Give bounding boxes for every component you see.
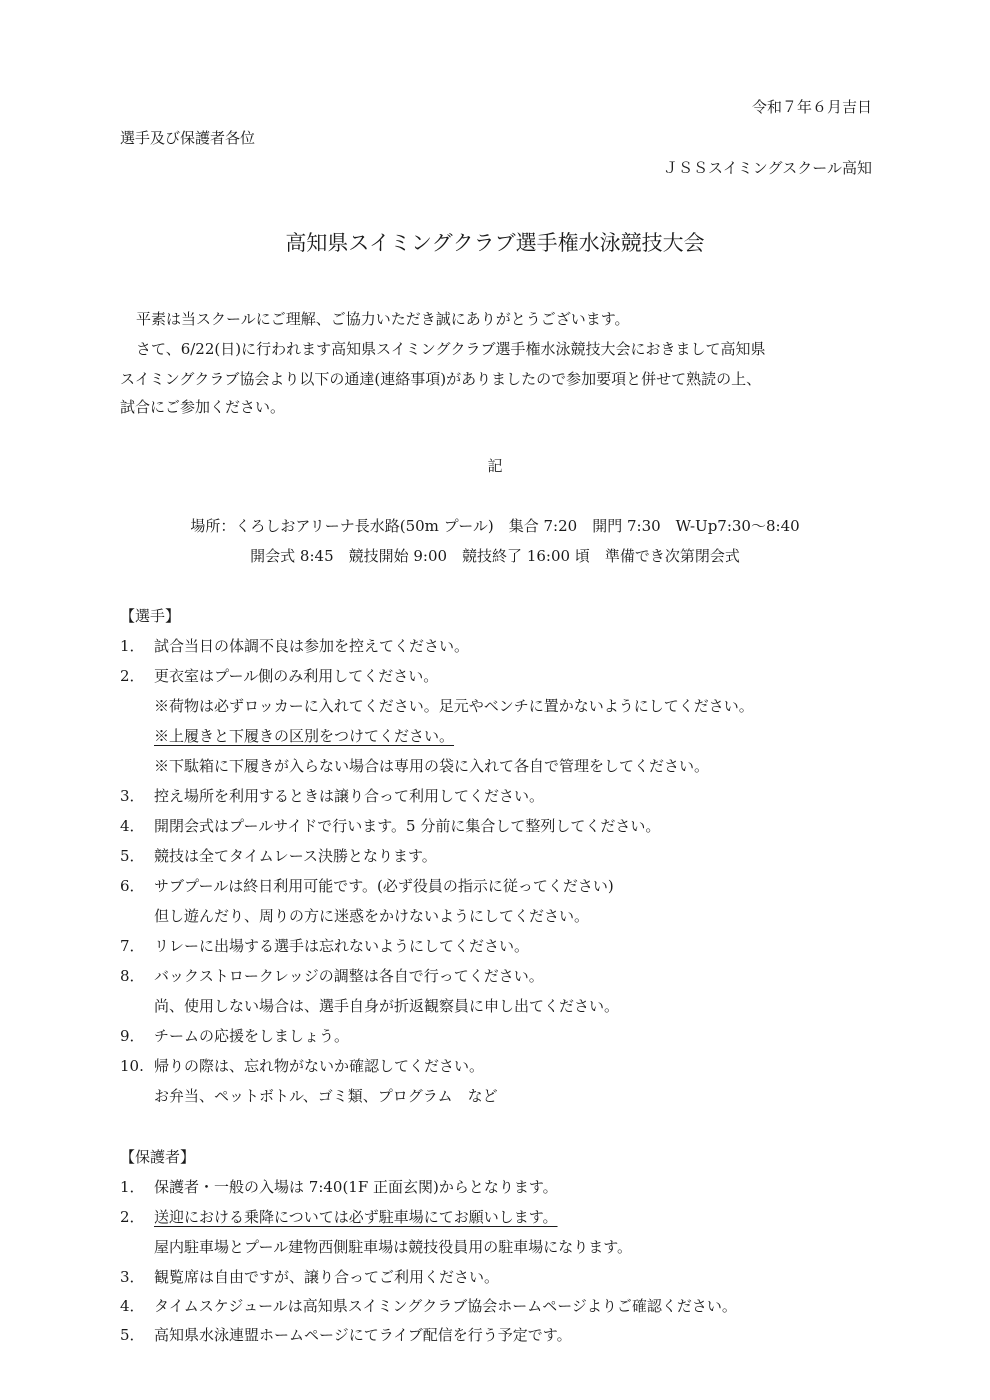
item-number: 4．	[120, 1297, 145, 1315]
list-item	[120, 1089, 498, 1104]
item-text: お弁当、ペットボトル、ゴミ類、プログラム など	[154, 1087, 498, 1105]
item-number: 5．	[120, 847, 145, 865]
item-number: 5．	[120, 1326, 145, 1344]
athletes-heading: 【選手】	[120, 607, 181, 625]
list-item	[120, 849, 437, 864]
list-item	[120, 759, 709, 774]
item-text: リレーに出場する選手は忘れないようにしてください。	[154, 937, 530, 955]
item-number: 8．	[120, 967, 145, 985]
item-text: 更衣室はプール側のみ利用してください。	[154, 667, 439, 685]
item-text-underlined: 送迎における乗降については必ず駐車場にてお願いします。	[154, 1208, 558, 1226]
list-item	[120, 819, 660, 834]
ki-mark: 記	[487, 457, 503, 475]
list-item	[120, 1299, 737, 1314]
item-number: 3．	[120, 787, 145, 805]
item-text: 控え場所を利用するときは譲り合って利用してください。	[154, 787, 545, 805]
item-number: 6．	[120, 877, 145, 895]
list-item	[120, 879, 614, 894]
item-number: 2．	[120, 1208, 145, 1226]
item-number: 1．	[120, 637, 145, 655]
venue-line-2: 開会式 8:45 競技開始 9:00 競技終了 16:00 頃 準備でき次第閉会式	[250, 547, 740, 565]
item-text: 屋内駐車場とプール建物西側駐車場は競技役員用の駐車場になります。	[154, 1238, 633, 1256]
intro-line-3: スイミングクラブ協会より以下の通達(連絡事項)がありましたので参加要項と併せて熟読の上、	[120, 370, 762, 388]
document-title: 高知県スイミングクラブ選手権水泳競技大会	[285, 231, 705, 255]
item-number: 9．	[120, 1027, 145, 1045]
list-item	[120, 999, 619, 1014]
item-text: バックストロークレッジの調整は各自で行ってください。	[154, 967, 544, 985]
item-text: 観覧席は自由ですが、譲り合ってご利用ください。	[154, 1268, 500, 1286]
item-text: 開閉会式はプールサイドで行います。5 分前に集合して整列してください。	[154, 817, 661, 835]
item-text: 帰りの際は、忘れ物がないか確認してください。	[154, 1057, 485, 1075]
sender: ＪＳＳスイミングスクール高知	[663, 159, 872, 177]
item-text: 競技は全てタイムレース決勝となります。	[154, 847, 437, 865]
list-item	[120, 1270, 499, 1285]
item-text: 尚、使用しない場合は、選手自身が折返観察員に申し出てください。	[154, 997, 620, 1015]
list-item	[120, 1210, 558, 1225]
item-text: タイムスケジュールは高知県スイミングクラブ協会ホームページよりご確認ください。	[154, 1297, 737, 1315]
item-text: 保護者・一般の入場は 7:40(1F 正面玄関)からとなります。	[154, 1178, 558, 1196]
item-text: ※下駄箱に下履きが入らない場合は専用の袋に入れて各自で管理をしてください。	[154, 757, 710, 775]
venue-line-1: 場所：くろしおアリーナ長水路(50m プール) 集合 7:20 開門 7:30 W-Up7:30～8:40	[190, 517, 800, 535]
item-text: 試合当日の体調不良は参加を控えてください。	[154, 637, 470, 655]
item-text: ※荷物は必ずロッカーに入れてください。足元やベンチに置かないようにしてください。	[154, 697, 754, 715]
list-item	[120, 1029, 349, 1044]
item-text-underlined: ※上履きと下履きの区別をつけてください。	[154, 727, 455, 745]
item-text: 但し遊んだり、周りの方に迷惑をかけないようにしてください。	[154, 907, 590, 925]
item-number: 7．	[120, 937, 145, 955]
item-text: 高知県水泳連盟ホームページにてライブ配信を行う予定です。	[154, 1326, 572, 1344]
list-item	[120, 1059, 484, 1074]
list-item	[120, 729, 454, 744]
item-number: 10.	[120, 1057, 144, 1075]
item-number: 4．	[120, 817, 145, 835]
recipient: 選手及び保護者各位	[120, 129, 256, 147]
item-text: サブプールは終日利用可能です。(必ず役員の指示に従ってください)	[154, 877, 614, 895]
guardians-heading: 【保護者】	[120, 1148, 196, 1166]
intro-line-2: さて、6/22(日)に行われます高知県スイミングクラブ選手権水泳競技大会におきまして高知県	[136, 340, 766, 358]
list-item	[120, 939, 529, 954]
item-number: 1．	[120, 1178, 145, 1196]
list-item	[120, 969, 544, 984]
list-item	[120, 909, 589, 924]
item-number: 2．	[120, 667, 145, 685]
issue-date: 令和７年６月吉日	[751, 98, 872, 116]
list-item	[120, 1240, 632, 1255]
intro-line-1: 平素は当スクールにご理解、ご協力いただき誠にありがとうございます。	[136, 310, 630, 328]
intro-line-4: 試合にご参加ください。	[120, 398, 286, 416]
item-text: チームの応援をしましょう。	[154, 1027, 350, 1045]
list-item	[120, 1180, 558, 1195]
list-item	[120, 1328, 572, 1343]
list-item	[120, 699, 754, 714]
list-item	[120, 669, 438, 684]
list-item	[120, 789, 544, 804]
item-number: 3．	[120, 1268, 145, 1286]
list-item	[120, 639, 469, 654]
